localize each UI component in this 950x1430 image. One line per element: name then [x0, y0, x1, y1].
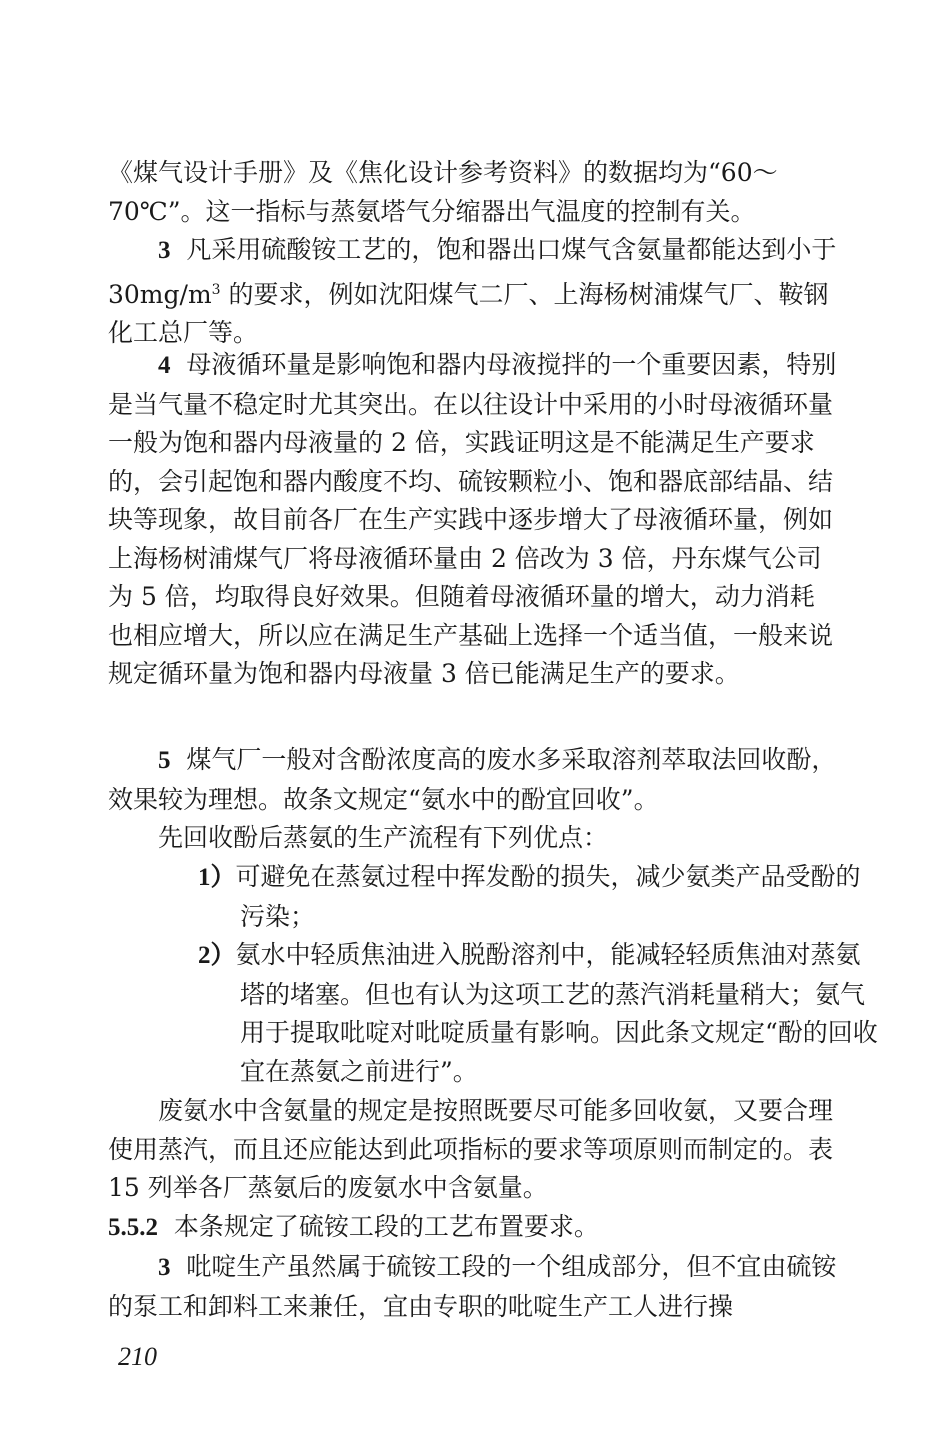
paragraph-waste-water — [108, 1092, 838, 1208]
clause-number: 4 — [158, 352, 171, 379]
clause-number: 3 — [158, 1254, 171, 1281]
section-heading — [108, 1208, 838, 1248]
paragraph-3b-text: 吡啶生产虽然属于硫铵工段的一个组成部分，但不宜由硫铵的泵工和卸料工来兼任，宜由专职的吡啶生产工人进行操 — [108, 1252, 837, 1321]
paragraph-3 — [108, 231, 838, 353]
paragraph-5-text: 煤气厂一般对含酚浓度高的废水多采取溶剂萃取法回收酚，效果较为理想。故条文规定“氨水中的酚宜回收”。 — [108, 745, 837, 814]
section-text: 本条规定了硫铵工段的工艺布置要求。 — [173, 1212, 599, 1241]
paragraph-3-text: 凡采用硫酸铵工艺的，饱和器出口煤气含氨量都能达到小于 30mg/m — [108, 235, 837, 309]
list-item-number: 1） — [198, 864, 236, 891]
paragraph-3-text-end: 的要求，例如沈阳煤气二厂、上海杨树浦煤气厂、鞍钢化工总厂等。 — [108, 279, 829, 347]
list-item-text: 可避免在蒸氨过程中挥发酚的损失，减少氨类产品受酚的污染； — [235, 862, 861, 931]
clause-number: 3 — [158, 237, 171, 264]
paragraph-4 — [108, 346, 838, 694]
clause-number: 5 — [158, 747, 171, 774]
superscript: 3 — [211, 281, 221, 298]
page-number: 210 — [118, 1342, 157, 1371]
paragraph-3b — [108, 1248, 838, 1326]
paragraph-waste-water-text: 废氨水中含氨量的规定是按照既要尽可能多回收氨，又要合理使用蒸汽，而且还应能达到此项指标的要求等项原则而制定的。表 15 列举各厂蒸氨后的废氨水中含氨量。 — [108, 1096, 834, 1202]
paragraph-intro-text: 《煤气设计手册》及《焦化设计参考资料》的数据均为“60～70℃”。这一指标与蒸氨塔气分缩器出气温度的控制有关。 — [108, 158, 778, 226]
list-item — [198, 858, 880, 936]
list-item-number: 2） — [198, 942, 236, 969]
paragraph-advantages — [108, 819, 838, 858]
list-item — [198, 936, 880, 1091]
section-number: 5.5.2 — [108, 1214, 158, 1241]
paragraph-4-text: 母液循环量是影响饱和器内母液搅拌的一个重要因素，特别是当气量不稳定时尤其突出。在以往设计中采用的小时母液循环量一般为饱和器内母液量的 2 倍，实践证明这是不能满足生产要求的，会引起饱和器内酸度不均、硫铵颗粒小、饱和器底部结晶、结块等现象，故目前各厂在生产实践中逐步增大了母液循环量，例如上海杨树浦煤气厂将母液循环量由 2 倍改为 3 倍，丹东煤气公司为 5 倍，均取得良好效果。但随着母液循环量的增大，动力消耗也相应增大，所以应在满足生产基础上选择一个适当值，一般来说规定循环量为饱和器内母液量 3 倍已能满足生产的要求。 — [108, 350, 837, 688]
list-item-text: 氨水中轻质焦油进入脱酚溶剂中，能减轻轻质焦油对蒸氨塔的堵塞。但也有认为这项工艺的蒸汽消耗量稍大；氨气用于提取吡啶对吡啶质量有影响。因此条文规定“酚的回收宜在蒸氨之前进行”。 — [235, 940, 878, 1086]
paragraph-advantages-text: 先回收酚后蒸氨的生产流程有下列优点： — [158, 823, 609, 852]
paragraph-intro — [108, 154, 838, 231]
paragraph-5 — [108, 741, 838, 819]
